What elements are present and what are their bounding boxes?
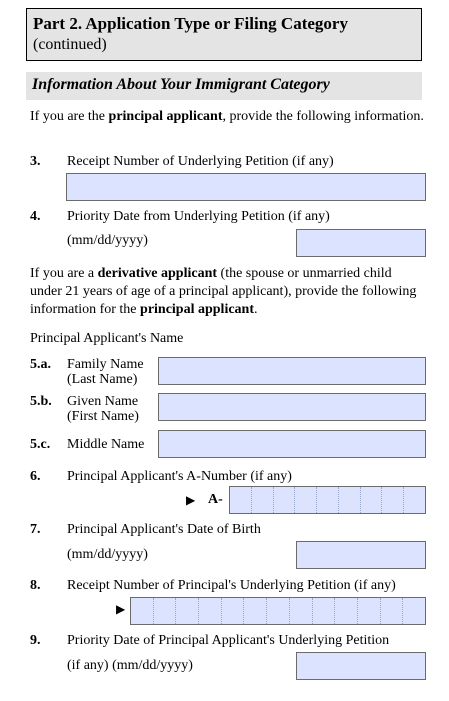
principal-receipt-number-input[interactable] bbox=[130, 597, 426, 625]
item-5b-number: 5.b. bbox=[30, 394, 52, 409]
item-8-label: Receipt Number of Principal's Underlying Petition (if any) bbox=[67, 578, 396, 593]
item-8-number: 8. bbox=[30, 578, 41, 593]
part-header bbox=[26, 8, 422, 61]
a-number-input[interactable] bbox=[229, 486, 426, 514]
item-9-label: Priority Date of Principal Applicant's Underlying Petition bbox=[67, 633, 390, 648]
item-5b-sublabel: (First Name) bbox=[67, 409, 139, 424]
item-7-label: Principal Applicant's Date of Birth bbox=[67, 522, 261, 537]
item-5c-label: Middle Name bbox=[67, 437, 145, 452]
section-title: Information About Your Immigrant Category bbox=[32, 76, 330, 93]
principal-priority-date-input[interactable] bbox=[296, 652, 426, 680]
item-5a-sublabel: (Last Name) bbox=[67, 372, 138, 387]
item-7-number: 7. bbox=[30, 522, 41, 537]
item-3-number: 3. bbox=[30, 154, 41, 169]
a-number-prefix: A- bbox=[208, 492, 223, 507]
item-4-number: 4. bbox=[30, 209, 41, 224]
part-subtitle: (continued) bbox=[33, 36, 107, 53]
middle-name-input[interactable] bbox=[158, 430, 426, 458]
item-4-format: (mm/dd/yyyy) bbox=[67, 233, 148, 248]
item-5c-number: 5.c. bbox=[30, 437, 51, 452]
date-of-birth-input[interactable] bbox=[296, 541, 426, 569]
principal-intro: If you are the principal applicant, provide the following information. bbox=[30, 109, 424, 124]
principal-name-heading: Principal Applicant's Name bbox=[30, 331, 184, 346]
item-4-label: Priority Date from Underlying Petition (if any) bbox=[67, 209, 330, 224]
item-5a-label: Family Name bbox=[67, 357, 144, 372]
receipt-number-input[interactable] bbox=[66, 173, 426, 201]
triangle-right-icon: ▶ bbox=[116, 602, 126, 616]
derivative-intro: If you are a derivative applicant (the spouse or unmarried child under 21 years of age of a principal applicant), provide the following information for the principal applicant. bbox=[30, 266, 417, 317]
item-7-format: (mm/dd/yyyy) bbox=[67, 547, 148, 562]
item-5a-number: 5.a. bbox=[30, 357, 51, 372]
item-6-label: Principal Applicant's A-Number (if any) bbox=[67, 469, 292, 484]
part-title: Part 2. Application Type or Filing Category bbox=[33, 14, 348, 33]
item-3-label: Receipt Number of Underlying Petition (if any) bbox=[67, 154, 334, 169]
priority-date-input[interactable] bbox=[296, 229, 426, 257]
item-6-number: 6. bbox=[30, 469, 41, 484]
item-9-format: (if any) (mm/dd/yyyy) bbox=[67, 658, 193, 673]
section-header bbox=[26, 72, 422, 100]
item-5b-label: Given Name bbox=[67, 394, 139, 409]
triangle-right-icon: ▶ bbox=[186, 493, 196, 507]
family-name-input[interactable] bbox=[158, 357, 426, 385]
item-9-number: 9. bbox=[30, 633, 41, 648]
given-name-input[interactable] bbox=[158, 393, 426, 421]
